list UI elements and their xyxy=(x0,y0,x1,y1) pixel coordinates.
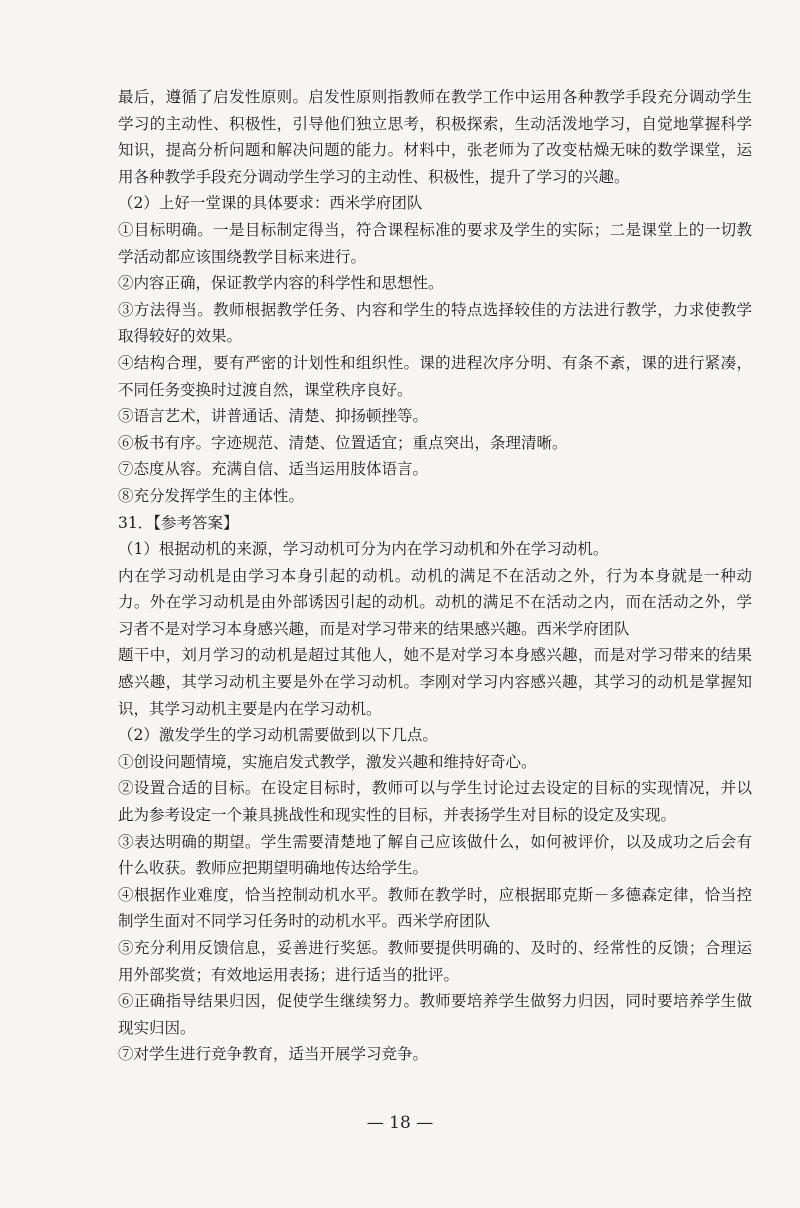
paragraph-lesson-requirements-heading: （2）上好一堂课的具体要求：西米学府团队 xyxy=(118,194,423,213)
page-number: — 18 — xyxy=(366,1113,434,1133)
paragraph-requirement-1: ①目标明确。一是目标制定得当，符合课程标准的要求及学生的实际；二是课堂上的一切教学活动都应该围绕教学目标来进行。 xyxy=(118,220,752,266)
paragraph-requirement-4: ④结构合理，要有严密的计划性和组织性。课的进程次序分明、有条不紊，课的进行紧凑，不同任务变换时过渡自然，课堂秩序良好。 xyxy=(118,353,752,399)
paragraph-strategy-7: ⑦对学生进行竞争教育，适当开展学习竞争。 xyxy=(118,1045,429,1064)
paragraph-motivation-definitions: 内在学习动机是由学习本身引起的动机。动机的满足不在活动之外，行为本身就是一种动力。外在学习动机是由外部诱因引起的动机。动机的满足不在活动之内，而在活动之外，学习者不是对学习本身感兴趣，而是对学习带来的结果感兴趣。西米学府团队 xyxy=(118,566,752,638)
paragraph-requirement-8: ⑧充分发挥学生的主体性。 xyxy=(118,486,305,505)
paragraph-requirement-2: ②内容正确，保证教学内容的科学性和思想性。 xyxy=(118,274,444,293)
paragraph-strategy-1: ①创设问题情境，实施启发式教学，激发兴趣和维持好奇心。 xyxy=(118,752,537,771)
paragraph-strategy-2: ②设置合适的目标。在设定目标时，教师可以与学生讨论过去设定的目标的实现情况，并以此为参考设定一个兼具挑战性和现实性的目标，并表扬学生对目标的设定及实现。 xyxy=(118,779,752,825)
paragraph-requirement-6: ⑥板书有序。字迹规范、清楚、位置适宜；重点突出，条理清晰。 xyxy=(118,433,568,452)
paragraph-requirement-7: ⑦态度从容。充满自信、适当运用肢体语言。 xyxy=(118,460,429,479)
paragraph-case-analysis: 题干中，刘月学习的动机是超过其他人，她不是对学习本身感兴趣，而是对学习带来的结果感兴趣，其学习动机主要是外在学习动机。李刚对学习内容感兴趣，其学习的动机是掌握知识，其学习动机主要是内在学习动机。 xyxy=(118,646,752,718)
paragraph-motivation-types: （1）根据动机的来源，学习动机可分为内在学习动机和外在学习动机。 xyxy=(118,540,609,559)
paragraph-heuristic-principle: 最后，遵循了启发性原则。启发性原则指教师在教学工作中运用各种教学手段充分调动学生学习的主动性、积极性，引导他们独立思考，积极探索，生动活泼地学习，自觉地掌握科学知识，提高分析问题和解决问题的能力。材料中，张老师为了改变枯燥无味的数学课堂，运用各种教学手段充分调动学生学习的主动性、积极性，提升了学习的兴趣。 xyxy=(118,88,752,186)
document-body xyxy=(118,84,752,1068)
paragraph-strategy-6: ⑥正确指导结果归因，促使学生继续努力。教师要培养学生做努力归因，同时要培养学生做现实归因。 xyxy=(118,992,752,1037)
paragraph-strategy-4: ④根据作业难度，恰当控制动机水平。教师在教学时，应根据耶克斯－多德森定律，恰当控制学生面对不同学习任务时的动机水平。西米学府团队 xyxy=(118,885,752,931)
paragraph-strategy-5: ⑤充分利用反馈信息，妥善进行奖惩。教师要提供明确的、及时的、经常性的反馈；合理运用外部奖赏；有效地运用表扬；进行适当的批评。 xyxy=(118,939,752,984)
paragraph-stimulate-heading: （2）激发学生的学习动机需要做到以下几点。 xyxy=(118,726,438,745)
paragraph-requirement-3: ③方法得当。教师根据教学任务、内容和学生的特点选择较佳的方法进行教学，力求使教学取得较好的效果。 xyxy=(118,300,752,346)
paragraph-strategy-3: ③表达明确的期望。学生需要清楚地了解自己应该做什么，如何被评价，以及成功之后会有什么收获。教师应把期望明确地传达给学生。 xyxy=(118,832,752,878)
question-31-heading: 31．【参考答案】 xyxy=(118,513,239,532)
paragraph-requirement-5: ⑤语言艺术，讲普通话、清楚、抑扬顿挫等。 xyxy=(118,407,429,426)
